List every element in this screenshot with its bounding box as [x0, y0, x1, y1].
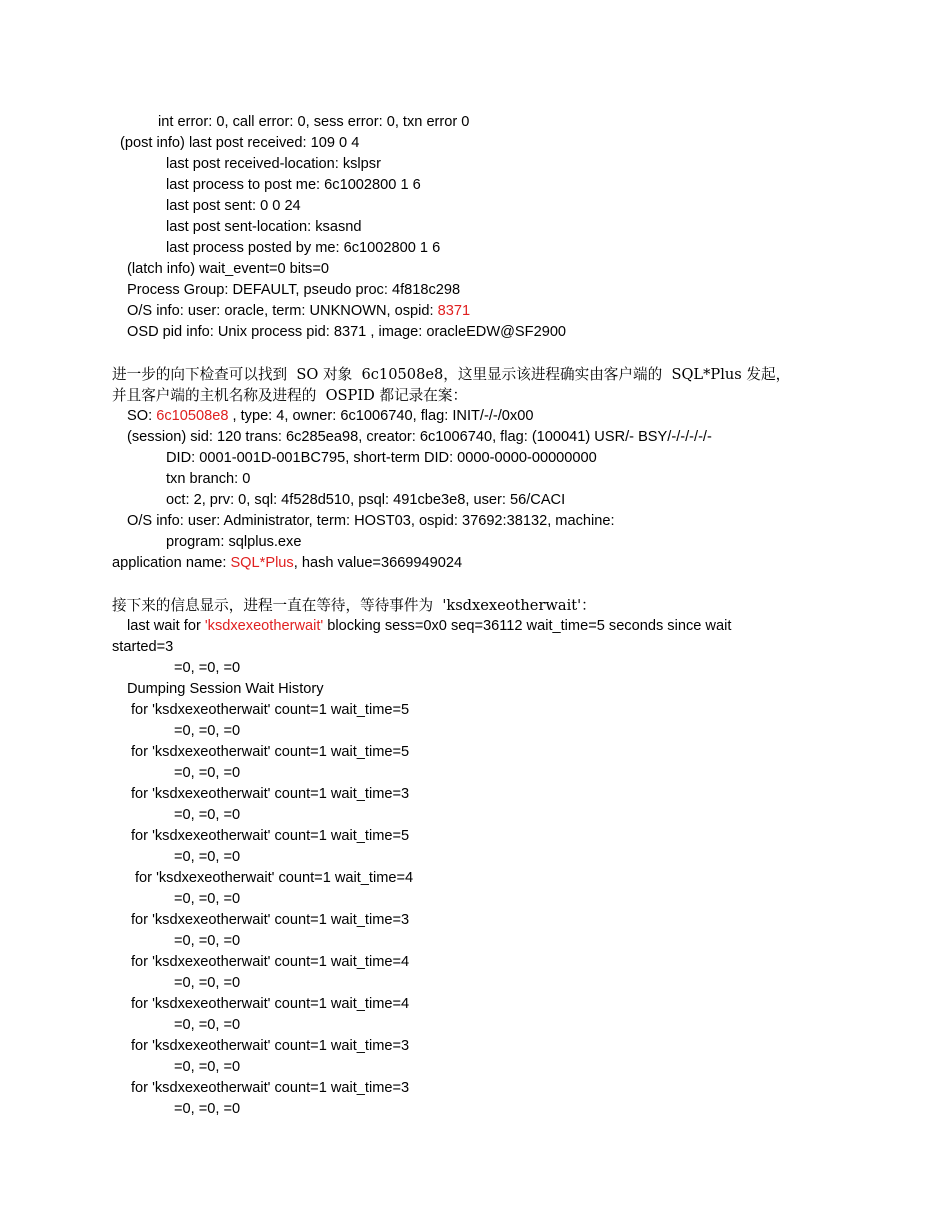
session-line: (session) sid: 120 trans: 6c285ea98, creator: 6c1006740, flag: (100041) USR/- BSY/-/-/-/-/-: [127, 429, 712, 445]
post-sent-location-line: last post sent-location: ksasnd: [166, 219, 362, 235]
wait-history-entry: for 'ksdxexeotherwait' count=1 wait_time=4: [131, 996, 410, 1012]
wait-history-entry: for 'ksdxexeotherwait' count=1 wait_time=5: [131, 828, 410, 844]
oct-line: oct: 2, prv: 0, sql: 4f528d510, psql: 491cbe3e8, user: 56/CACI: [166, 492, 566, 508]
application-name-highlight: SQL*Plus: [230, 555, 294, 571]
ospid-highlight: 8371: [437, 303, 471, 319]
latch-info-line: (latch info) wait_event=0 bits=0: [127, 261, 329, 277]
wait-history-zeros: =0, =0, =0: [174, 807, 241, 823]
wait-history-entry: for 'ksdxexeotherwait' count=1 wait_time=5: [131, 702, 410, 718]
txn-branch-line: txn branch: 0: [166, 471, 251, 487]
so-label: SO:: [127, 408, 157, 424]
wait-history-title: Dumping Session Wait History: [127, 681, 324, 697]
wait-history-entry: for 'ksdxexeotherwait' count=1 wait_time=4: [135, 870, 414, 886]
wait-history-entry: for 'ksdxexeotherwait' count=1 wait_time=3: [131, 1080, 410, 1096]
wait-history-zeros: =0, =0, =0: [174, 723, 241, 739]
wait-history-zeros: =0, =0, =0: [174, 1059, 241, 1075]
wait-history-zeros: =0, =0, =0: [174, 933, 241, 949]
program-line: program: sqlplus.exe: [166, 534, 302, 550]
wait-history-entry: for 'ksdxexeotherwait' count=1 wait_time=5: [131, 744, 410, 760]
wait-history-entry: for 'ksdxexeotherwait' count=1 wait_time=4: [131, 954, 410, 970]
post-received-location-line: last post received-location: kslpsr: [166, 156, 381, 172]
os-info-client-line: O/S info: user: Administrator, term: HOST03, ospid: 37692:38132, machine:: [127, 513, 615, 529]
hash-value-text: , hash value=3669949024: [293, 555, 463, 571]
os-info-text: O/S info: user: oracle, term: UNKNOWN, ospid:: [127, 303, 438, 319]
last-wait-zeros-line: =0, =0, =0: [174, 660, 241, 676]
post-info-line: (post info) last post received: 109 0 4: [120, 135, 360, 151]
wait-history-zeros: =0, =0, =0: [174, 849, 241, 865]
wait-history-entry: for 'ksdxexeotherwait' count=1 wait_time=3: [131, 786, 410, 802]
wait-history-zeros: =0, =0, =0: [174, 1101, 241, 1117]
process-to-post-line: last process to post me: 6c1002800 1 6: [166, 177, 421, 193]
last-wait-details: blocking sess=0x0 seq=36112 wait_time=5 seconds since wait: [323, 618, 732, 634]
started-line: started=3: [112, 639, 174, 655]
wait-history-entry: for 'ksdxexeotherwait' count=1 wait_time=3: [131, 912, 410, 928]
last-wait-line: [127, 616, 731, 637]
process-posted-line: last process posted by me: 6c1002800 1 6: [166, 240, 441, 256]
process-group-line: Process Group: DEFAULT, pseudo proc: 4f818c298: [127, 282, 461, 298]
osd-pid-line: OSD pid info: Unix process pid: 8371 , image: oracleEDW@SF2900: [127, 324, 567, 340]
did-line: DID: 0001-001D-001BC795, short-term DID: 0000-0000-00000000: [166, 450, 597, 466]
application-name-line: [112, 553, 462, 574]
paragraph-2-line-1: 接下来的信息显示，进程一直在等待，等待事件为 'ksdxexeotherwait'：: [112, 597, 596, 614]
paragraph-1-line-1: 进一步的向下检查可以找到 SO 对象 6c10508e8，这里显示该进程确实由客户端的 SQL*Plus 发起，: [112, 366, 791, 383]
wait-history-zeros: =0, =0, =0: [174, 891, 241, 907]
error-counts-line: int error: 0, call error: 0, sess error: 0, txn error 0: [158, 114, 470, 130]
so-address-highlight: 6c10508e8: [156, 408, 229, 424]
so-line: [127, 406, 533, 427]
os-info-oracle-line: [127, 301, 470, 322]
last-wait-label: last wait for: [127, 618, 205, 634]
wait-history-zeros: =0, =0, =0: [174, 1017, 241, 1033]
application-name-label: application name:: [112, 555, 231, 571]
paragraph-1-line-2: 并且客户端的主机名称及进程的 OSPID 都记录在案：: [112, 387, 468, 404]
so-details: , type: 4, owner: 6c1006740, flag: INIT/-/-/0x00: [228, 408, 534, 424]
wait-history-entry: for 'ksdxexeotherwait' count=1 wait_time=3: [131, 1038, 410, 1054]
wait-history-zeros: =0, =0, =0: [174, 765, 241, 781]
wait-event-highlight: 'ksdxexeotherwait': [204, 618, 324, 634]
wait-history-zeros: =0, =0, =0: [174, 975, 241, 991]
post-sent-line: last post sent: 0 0 24: [166, 198, 301, 214]
